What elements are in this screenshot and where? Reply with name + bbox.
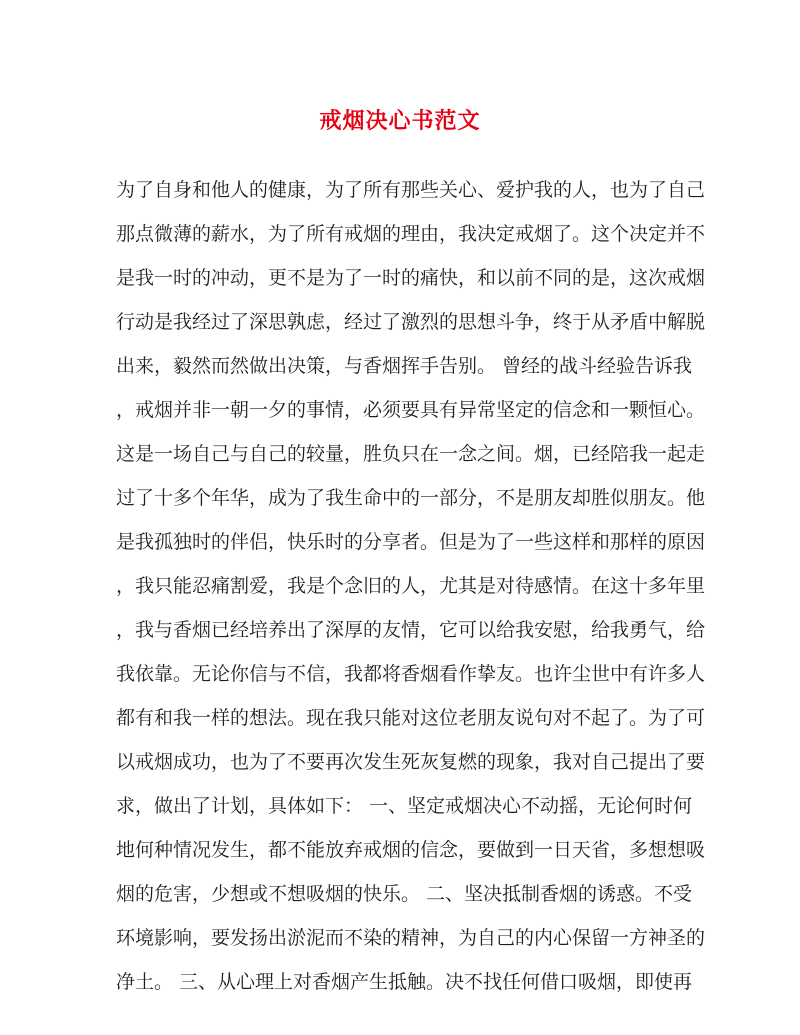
body-line: 出来，毅然而然做出决策，与香烟挥手告别。 曾经的战斗经验告诉我 [116, 355, 693, 377]
document-title: 戒烟决心书范文 [319, 108, 481, 134]
body-line: 我依靠。无论你信与不信，我都将香烟看作挚友。也许尘世中有许多人 [116, 663, 706, 685]
body-line: ，我只能忍痛割爱，我是个念旧的人，尤其是对待感情。在这十多年里 [116, 575, 706, 597]
body-line: 烟的危害，少想或不想吸烟的快乐。 二、坚决抵制香烟的诱惑。不受 [116, 883, 693, 905]
body-line: ，我与香烟已经培养出了深厚的友情，它可以给我安慰，给我勇气，给 [116, 619, 706, 641]
body-line: 是我一时的冲动，更不是为了一时的痛快，和以前不同的是，这次戒烟 [116, 267, 706, 289]
body-line: 净土。 三、从心理上对香烟产生抵触。决不找任何借口吸烟，即使再 [116, 971, 693, 993]
body-line: 为了自身和他人的健康，为了所有那些关心、爱护我的人，也为了自己 [116, 179, 706, 201]
body-line: 那点微薄的薪水，为了所有戒烟的理由，我决定戒烟了。这个决定并不 [116, 223, 706, 245]
body-line: 地何种情况发生，都不能放弃戒烟的信念，要做到一日天省，多想想吸 [116, 839, 706, 861]
body-line: 是我孤独时的伴侣，快乐时的分享者。但是为了一些这样和那样的原因 [116, 531, 706, 553]
body-line: 过了十多个年华，成为了我生命中的一部分，不是朋友却胜似朋友。他 [116, 487, 706, 509]
body-line: 行动是我经过了深思孰虑，经过了激烈的思想斗争，终于从矛盾中解脱 [116, 311, 706, 333]
body-line: 环境影响，要发扬出淤泥而不染的精神，为自己的内心保留一方神圣的 [116, 927, 706, 949]
body-line: 都有和我一样的想法。现在我只能对这位老朋友说句对不起了。为了可 [116, 707, 706, 729]
body-line: 这是一场自己与自己的较量，胜负只在一念之间。烟，已经陪我一起走 [116, 443, 706, 465]
body-line: 以戒烟成功，也为了不要再次发生死灰复燃的现象，我对自己提出了要 [116, 751, 706, 773]
body-line: ，戒烟并非一朝一夕的事情，必须要具有异常坚定的信念和一颗恒心。 [116, 399, 706, 421]
body-line: 求，做出了计划，具体如下： 一、坚定戒烟决心不动摇，无论何时何 [116, 795, 693, 817]
